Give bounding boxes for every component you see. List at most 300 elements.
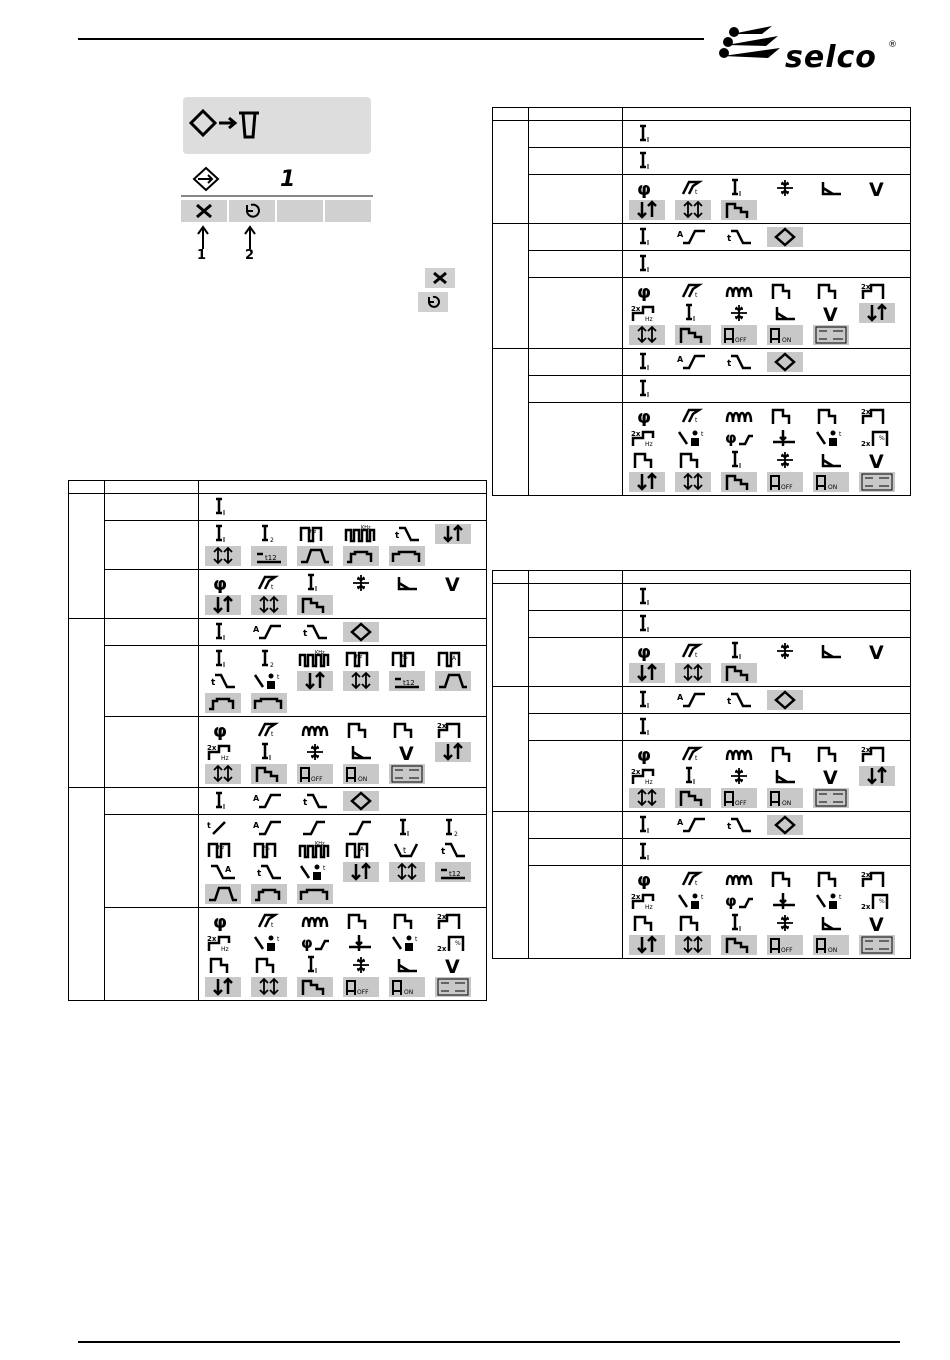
- ramp-icon: [205, 884, 241, 904]
- svg-text:φ: φ: [637, 745, 652, 764]
- box-icon: [859, 472, 895, 492]
- updown-icon: [629, 663, 665, 683]
- table-row: [493, 839, 911, 866]
- pulse-a-icon: [343, 840, 379, 860]
- man-icon: [251, 671, 287, 691]
- diamond-icon: [767, 815, 803, 835]
- icons-cell: [623, 278, 911, 349]
- label-cell: [529, 638, 623, 687]
- label-cell: [529, 839, 623, 866]
- callout-2: 2: [245, 248, 255, 263]
- phi-icon: [205, 911, 241, 931]
- torch-icon: [251, 573, 287, 593]
- updown2-icon: [205, 546, 241, 566]
- 2x-icon: [435, 720, 471, 740]
- 2xhz-icon: [629, 766, 665, 786]
- svg-text:KHz: KHz: [315, 650, 325, 656]
- t-down-icon: [251, 862, 287, 882]
- t-down-icon: [721, 690, 757, 710]
- I1-icon: [629, 227, 665, 247]
- svg-text:t: t: [701, 894, 704, 901]
- svg-text:2x: 2x: [861, 283, 871, 291]
- icons-cell: [199, 788, 487, 815]
- pulse-hz-icon: [205, 840, 241, 860]
- svg-text:t12: t12: [403, 679, 415, 687]
- svg-text:V: V: [823, 767, 838, 786]
- table-header-row: [69, 481, 487, 494]
- icons-cell: [199, 815, 487, 908]
- svg-text:A: A: [677, 693, 684, 702]
- svg-text:2x: 2x: [861, 903, 871, 911]
- svg-text:φ: φ: [637, 282, 652, 301]
- drop-icon: [767, 428, 803, 448]
- steps-icon: [675, 788, 711, 808]
- label-cell: [529, 584, 623, 611]
- svg-text:t12: t12: [265, 554, 277, 562]
- svg-text:φ: φ: [637, 870, 652, 889]
- label-cell: [529, 611, 623, 638]
- icons-cell: [623, 866, 911, 959]
- phi-icon: [205, 573, 241, 593]
- t12-icon: [389, 671, 425, 691]
- icons-cell: [623, 611, 911, 638]
- 2xhz-icon: [629, 303, 665, 323]
- icons-cell: [623, 741, 911, 812]
- svg-text:t: t: [323, 865, 326, 872]
- updown2-icon: [389, 862, 425, 882]
- I1-icon: [629, 151, 665, 171]
- label-cell: [529, 121, 623, 148]
- torch-icon: [675, 406, 711, 426]
- updown-icon: [435, 524, 471, 544]
- coil-icon: [721, 869, 757, 889]
- arc-icon: [343, 573, 379, 593]
- steps-icon: [721, 663, 757, 683]
- svg-text:t: t: [211, 678, 216, 688]
- mode-cell: [493, 121, 529, 224]
- icons-cell: [623, 251, 911, 278]
- svg-text:2x: 2x: [207, 935, 217, 943]
- svg-text:t: t: [303, 629, 308, 639]
- I1-icon: [629, 614, 665, 634]
- svg-text:A: A: [225, 865, 232, 874]
- arc-icon: [767, 641, 803, 661]
- 2xhz-icon: [629, 891, 665, 911]
- 2xhz-icon: [629, 428, 665, 448]
- t-down-icon: [721, 227, 757, 247]
- svg-text:t: t: [207, 821, 211, 830]
- brand-name: selco: [785, 40, 877, 75]
- svg-text:V: V: [445, 574, 460, 593]
- svg-text:Hz: Hz: [645, 441, 653, 448]
- icons-cell: [623, 714, 911, 741]
- updown-icon: [435, 742, 471, 762]
- I1-icon: [675, 303, 711, 323]
- t-down-icon: [389, 524, 425, 544]
- svg-text:OFF: OFF: [735, 337, 747, 344]
- 2x-icon: [859, 281, 895, 301]
- svg-text:t: t: [277, 674, 280, 681]
- step-icon: [343, 720, 379, 740]
- icons-cell: [623, 376, 911, 403]
- svg-text:ON: ON: [404, 989, 414, 996]
- svg-text:Hz: Hz: [645, 316, 653, 323]
- table-row: [493, 376, 911, 403]
- coil-icon: [721, 406, 757, 426]
- t-down-icon: [721, 352, 757, 372]
- arc-icon: [721, 303, 757, 323]
- svg-text:t: t: [695, 417, 698, 424]
- step-icon: [813, 281, 849, 301]
- svg-text:%: %: [455, 940, 461, 947]
- svg-text:A: A: [360, 846, 365, 853]
- table-row: [69, 494, 487, 521]
- softkey-3[interactable]: [277, 200, 324, 222]
- V-icon: [389, 742, 425, 762]
- step-icon: [389, 911, 425, 931]
- svg-text:OFF: OFF: [735, 800, 747, 807]
- label-cell: [529, 741, 623, 812]
- phi-icon: [629, 281, 665, 301]
- 2xpct-icon: [859, 428, 895, 448]
- icons-cell: [623, 839, 911, 866]
- t12-icon: [435, 862, 471, 882]
- svg-text:%: %: [264, 845, 270, 852]
- label-cell: [529, 866, 623, 959]
- svg-text:2x: 2x: [861, 440, 871, 448]
- wave2-icon: [389, 546, 425, 566]
- svg-text:2x: 2x: [437, 913, 447, 921]
- icons-cell: [199, 717, 487, 788]
- svg-text:%: %: [879, 898, 885, 905]
- slope-icon: [389, 955, 425, 975]
- updown2-icon: [675, 200, 711, 220]
- steps-icon: [721, 935, 757, 955]
- step-icon: [767, 744, 803, 764]
- 2x-icon: [859, 869, 895, 889]
- icons-cell: [199, 646, 487, 717]
- steps-icon: [675, 325, 711, 345]
- V-icon: [435, 573, 471, 593]
- enter-icon: [192, 166, 222, 192]
- label-cell: [529, 349, 623, 376]
- svg-text:2x: 2x: [631, 305, 641, 313]
- I1-icon: [675, 766, 711, 786]
- svg-text:φ: φ: [213, 912, 228, 931]
- table-row: [493, 148, 911, 175]
- A-up-icon: [675, 227, 711, 247]
- I1-icon: [721, 913, 757, 933]
- svg-text:ON: ON: [782, 800, 792, 807]
- I1-icon: [721, 450, 757, 470]
- svg-text:KHz: KHz: [361, 525, 371, 531]
- A-up-icon: [251, 622, 287, 642]
- svg-text:t: t: [271, 731, 274, 738]
- pulse-a-icon: [435, 649, 471, 669]
- off-icon: [297, 764, 333, 784]
- table-row: [493, 866, 911, 959]
- icons-cell: [623, 121, 911, 148]
- updown2-icon: [629, 788, 665, 808]
- mode-cell: [493, 349, 529, 496]
- A-up-icon: [675, 352, 711, 372]
- arc-icon: [767, 913, 803, 933]
- close-icon: [432, 271, 448, 285]
- V-icon: [435, 955, 471, 975]
- I1-icon: [205, 791, 241, 811]
- V-icon: [859, 641, 895, 661]
- svg-text:ON: ON: [828, 947, 838, 954]
- table-row: [69, 815, 487, 908]
- phi2-icon: [297, 933, 333, 953]
- label-cell: [105, 815, 199, 908]
- selco-logo-icon: [712, 22, 784, 72]
- label-cell: [529, 376, 623, 403]
- cancel-button[interactable]: [181, 200, 228, 222]
- I1-icon: [629, 717, 665, 737]
- mode-cell: [493, 812, 529, 959]
- steps-icon: [721, 472, 757, 492]
- on-icon: [767, 325, 803, 345]
- V-icon: [859, 178, 895, 198]
- svg-text:2: 2: [454, 831, 458, 838]
- table-row: [493, 224, 911, 251]
- svg-text:φ: φ: [637, 179, 652, 198]
- svg-text:2x: 2x: [437, 945, 447, 953]
- I1-icon: [721, 641, 757, 661]
- arc-icon: [343, 955, 379, 975]
- brand-registered: ®: [888, 40, 897, 50]
- table-row: [69, 717, 487, 788]
- undo-button[interactable]: [229, 200, 276, 222]
- svg-text:t: t: [303, 798, 308, 808]
- step-icon: [251, 955, 287, 975]
- icons-cell: [199, 494, 487, 521]
- diamond-icon: [767, 690, 803, 710]
- svg-text:A: A: [253, 794, 260, 803]
- coil-icon: [297, 720, 333, 740]
- icons-cell: [199, 570, 487, 619]
- V-icon: [813, 766, 849, 786]
- svg-text:φ: φ: [637, 407, 652, 426]
- svg-text:ON: ON: [782, 337, 792, 344]
- svg-text:%: %: [402, 654, 408, 661]
- updown2-icon: [343, 671, 379, 691]
- svg-text:V: V: [823, 304, 838, 323]
- svg-text:φ: φ: [725, 429, 737, 447]
- svg-text:t: t: [403, 846, 407, 855]
- arc-icon: [767, 178, 803, 198]
- slope-icon: [767, 303, 803, 323]
- svg-text:t: t: [257, 869, 262, 879]
- 2x-icon: [859, 406, 895, 426]
- label-cell: [529, 714, 623, 741]
- on-icon: [343, 764, 379, 784]
- A-up-icon: [675, 815, 711, 835]
- svg-text:t: t: [695, 292, 698, 299]
- step-icon: [675, 450, 711, 470]
- pulse-hz-icon: [297, 524, 333, 544]
- coil-icon: [721, 744, 757, 764]
- svg-text:OFF: OFF: [311, 776, 323, 783]
- torch-icon: [251, 911, 287, 931]
- svg-text:%: %: [879, 435, 885, 442]
- svg-text:OFF: OFF: [357, 989, 369, 996]
- svg-text:A: A: [677, 355, 684, 364]
- label-cell: [105, 619, 199, 646]
- updown2-icon: [675, 935, 711, 955]
- slope-icon: [767, 766, 803, 786]
- arrow-up-icon: [244, 225, 256, 249]
- mode-cell: [69, 788, 105, 1001]
- legend-cancel-key: [425, 268, 455, 288]
- off-icon: [767, 472, 803, 492]
- I1-icon: [297, 955, 333, 975]
- table-row: [493, 741, 911, 812]
- svg-text:A: A: [677, 818, 684, 827]
- updown-icon: [205, 595, 241, 615]
- arc-icon: [767, 450, 803, 470]
- box-icon: [813, 788, 849, 808]
- mode-cell: [493, 224, 529, 349]
- legend-undo-key: [418, 292, 448, 312]
- I1-icon: [629, 842, 665, 862]
- icons-cell: [623, 175, 911, 224]
- mode-cell: [493, 584, 529, 687]
- t-down-icon: [205, 671, 241, 691]
- 2xpct-icon: [859, 891, 895, 911]
- svg-text:2: 2: [270, 537, 274, 544]
- undo-icon: [243, 203, 261, 219]
- man-icon: [389, 933, 425, 953]
- footer-rule: [78, 1341, 900, 1343]
- parameter-table-left: [68, 480, 487, 1001]
- table-row: [69, 570, 487, 619]
- steps-icon: [297, 977, 333, 997]
- table-row: [493, 584, 911, 611]
- svg-text:φ: φ: [213, 721, 228, 740]
- V-icon: [813, 303, 849, 323]
- svg-text:t: t: [271, 584, 274, 591]
- diamond-icon: [343, 622, 379, 642]
- I1-icon: [629, 690, 665, 710]
- step-icon: [813, 869, 849, 889]
- icons-cell: [199, 619, 487, 646]
- icons-cell: [623, 584, 911, 611]
- icons-cell: [623, 403, 911, 496]
- svg-text:V: V: [869, 451, 884, 470]
- updown2-icon: [251, 977, 287, 997]
- on-icon: [813, 935, 849, 955]
- icons-cell: [623, 349, 911, 376]
- step-icon: [629, 913, 665, 933]
- parameter-table-right-top: [492, 107, 911, 496]
- torch-icon: [675, 869, 711, 889]
- torch-icon: [675, 744, 711, 764]
- slope-icon: [813, 913, 849, 933]
- pulse-pct-icon: [251, 840, 287, 860]
- diamond-icon: [343, 791, 379, 811]
- label-cell: [529, 812, 623, 839]
- I1-icon: [297, 573, 333, 593]
- 2xpct-icon: [435, 933, 471, 953]
- phi-icon: [205, 720, 241, 740]
- label-cell: [529, 403, 623, 496]
- svg-text:A: A: [677, 230, 684, 239]
- updown2-icon: [251, 595, 287, 615]
- svg-text:t: t: [277, 936, 280, 943]
- svg-text:t: t: [415, 936, 418, 943]
- V-icon: [859, 913, 895, 933]
- table-row: [493, 403, 911, 496]
- ramp-icon: [435, 671, 471, 691]
- table-row: [493, 687, 911, 714]
- updown2-icon: [205, 764, 241, 784]
- diamond-icon: [767, 352, 803, 372]
- label-cell: [105, 521, 199, 570]
- torch-icon: [675, 178, 711, 198]
- svg-text:t: t: [695, 755, 698, 762]
- arrow-up-icon: [197, 225, 209, 249]
- I1-icon: [629, 379, 665, 399]
- table-row: [493, 278, 911, 349]
- svg-text:t: t: [727, 822, 732, 832]
- softkey-4[interactable]: [325, 200, 372, 222]
- svg-text:Hz: Hz: [310, 529, 317, 535]
- diamond-arrow-trash-icon: [189, 107, 269, 147]
- svg-text:t12: t12: [449, 870, 461, 878]
- phi2-icon: [721, 428, 757, 448]
- box-icon: [813, 325, 849, 345]
- svg-text:OFF: OFF: [781, 484, 793, 491]
- I1-icon: [629, 352, 665, 372]
- step-icon: [813, 406, 849, 426]
- parameter-table-right-bottom: [492, 570, 911, 959]
- coil-icon: [297, 911, 333, 931]
- I1-icon: [389, 818, 425, 838]
- table-row: [493, 714, 911, 741]
- pulse-khz-icon: [297, 840, 333, 860]
- svg-text:t: t: [727, 359, 732, 369]
- pulse-khz-icon: [297, 649, 333, 669]
- t-down-icon: [297, 791, 333, 811]
- svg-text:Hz: Hz: [356, 654, 363, 660]
- I2-icon: [251, 524, 287, 544]
- svg-text:Hz: Hz: [218, 845, 225, 851]
- svg-text:A: A: [253, 625, 260, 634]
- off-icon: [343, 977, 379, 997]
- wave2-icon: [297, 884, 333, 904]
- updown-icon: [343, 862, 379, 882]
- table-row: [493, 349, 911, 376]
- label-cell: [105, 646, 199, 717]
- svg-text:t: t: [727, 234, 732, 244]
- svg-text:Hz: Hz: [221, 946, 229, 953]
- man-icon: [813, 891, 849, 911]
- A-up-icon: [675, 690, 711, 710]
- steps-icon: [251, 764, 287, 784]
- phi-icon: [629, 869, 665, 889]
- wave2-icon: [251, 693, 287, 713]
- phi-icon: [629, 641, 665, 661]
- svg-text:t: t: [695, 189, 698, 196]
- svg-text:V: V: [869, 914, 884, 933]
- svg-text:V: V: [869, 642, 884, 661]
- drop-icon: [343, 933, 379, 953]
- box-icon: [435, 977, 471, 997]
- phi-icon: [629, 744, 665, 764]
- svg-text:t: t: [727, 697, 732, 707]
